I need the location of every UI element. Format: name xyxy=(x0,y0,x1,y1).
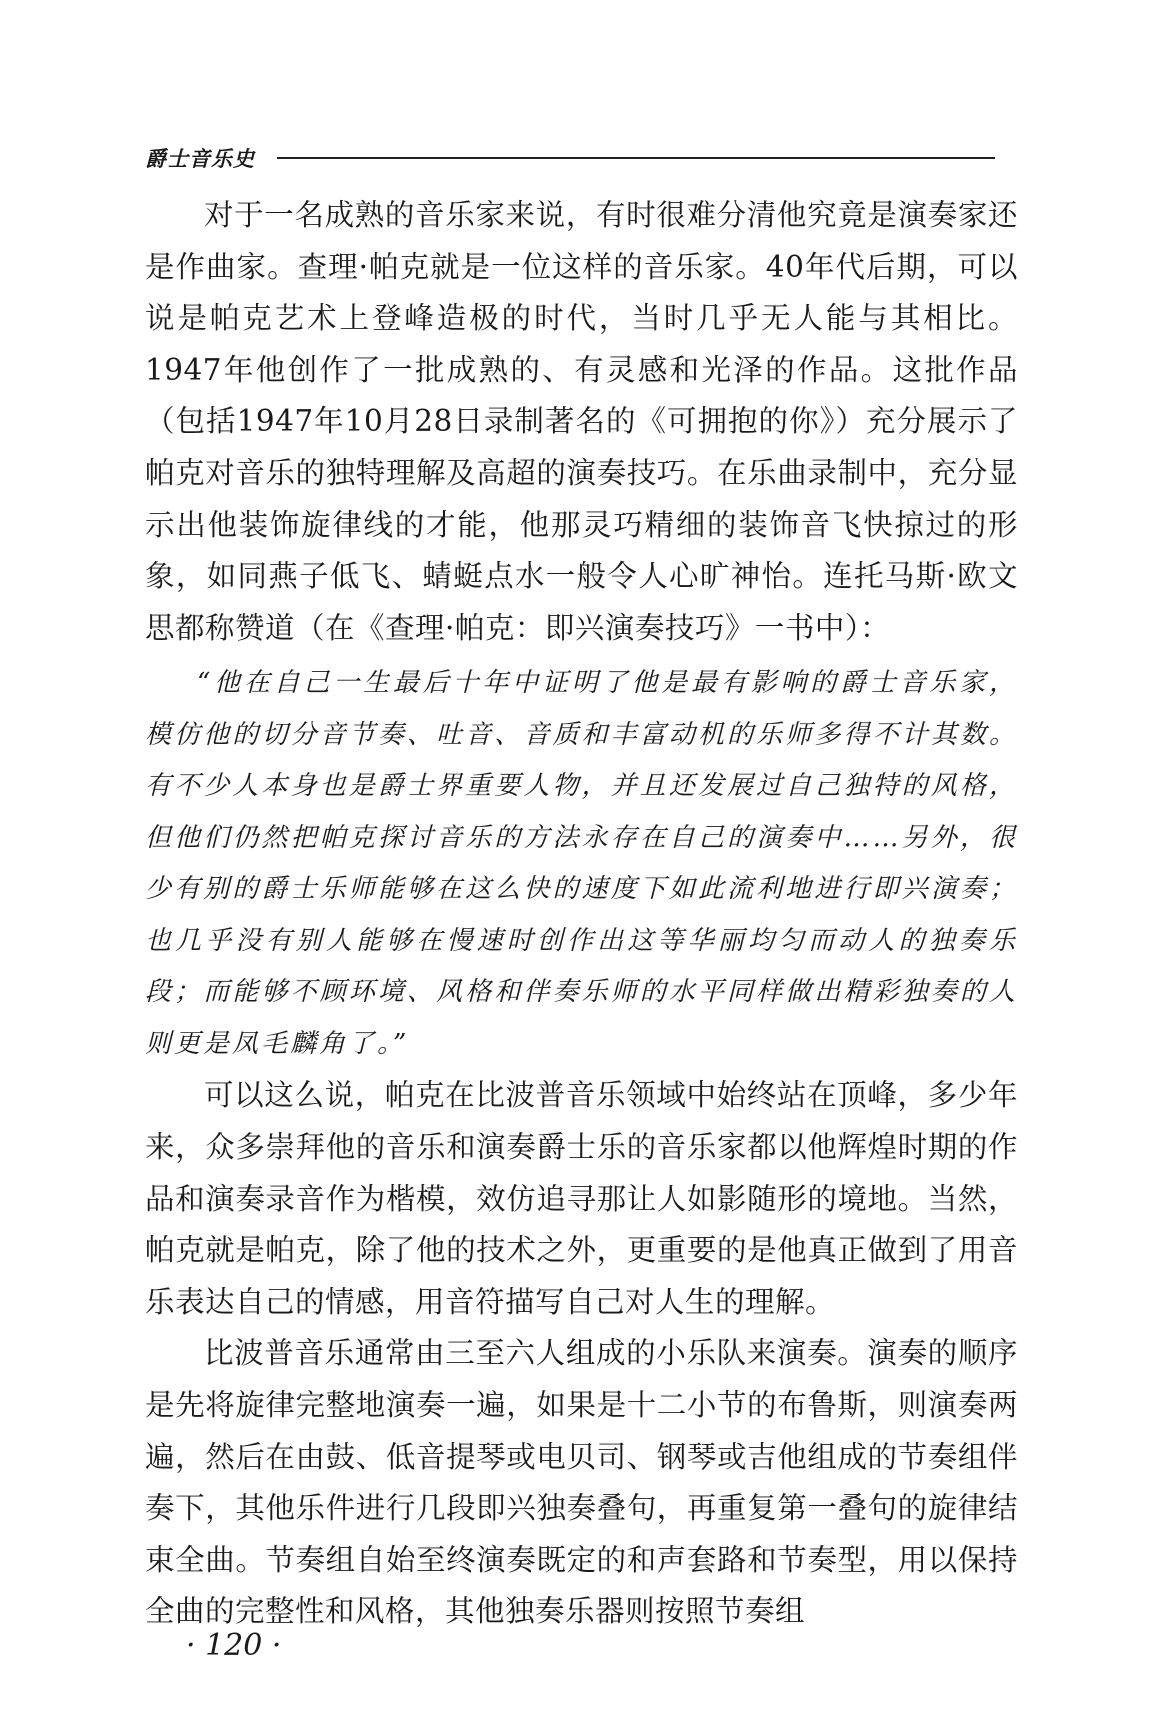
page-body xyxy=(145,190,1018,1638)
paragraph-3: 比波普音乐通常由三至六人组成的小乐队来演奏。演奏的顺序是先将旋律完整地演奏一遍，如果是十二小节的布鲁斯，则演奏两遍，然后在由鼓、低音提琴或电贝司、钢琴或吉他组成的节奏组伴奏下，其他乐件进行几段即兴独奏叠句，再重复第一叠句的旋律结束全曲。节奏组自始至终演奏既定的和声套路和节奏型，用以保持全曲的完整性和风格，其他独奏乐器则按照节奏组 xyxy=(145,1336,1018,1629)
page-number: · 120 · xyxy=(186,1628,282,1663)
running-header xyxy=(145,138,995,178)
block-quote: “他在自己一生最后十年中证明了他是最有影响的爵士音乐家，模仿他的切分音节奏、吐音、音质和丰富动机的乐师多得不计其数。有不少人本身也是爵士界重要人物，并且还发展过自己独特的风格，但他们仍然把帕克探讨音乐的方法永存在自己的演奏中……另外，很少有别的爵士乐师能够在这么快的速度下如此流利地进行即兴演奏；也几乎没有别人能够在慢速时创作出这等华丽均匀而动人的独奏乐段；而能够不顾环境、风格和伴奏乐师的水平同样做出精彩独奏的人则更是凤毛麟角了。” xyxy=(145,668,1018,1059)
paragraph-1: 对于一名成熟的音乐家来说，有时很难分清他究竟是演奏家还是作曲家。查理·帕克就是一位这样的音乐家。40年代后期，可以说是帕克艺术上登峰造极的时代，当时几乎无人能与其相比。1947年他创作了一批成熟的、有灵感和光泽的作品。这批作品（包括1947年10月28日录制著名的《可拥抱的你》）充分展示了帕克对音乐的独特理解及高超的演奏技巧。在乐曲录制中，充分显示出他装饰旋律线的才能，他那灵巧精细的装饰音飞快掠过的形象，如同燕子低飞、蜻蜓点水一般令人心旷神怡。连托马斯·欧文思都称赞道（在《查理·帕克：即兴演奏技巧》一书中）： xyxy=(145,198,1018,645)
paragraph-2: 可以这么说，帕克在比波普音乐领域中始终站在顶峰，多少年来，众多崇拜他的音乐和演奏爵士乐的音乐家都以他辉煌时期的作品和演奏录音作为楷模，效仿追寻那让人如影随形的境地。当然，帕克就是帕克，除了他的技术之外，更重要的是他真正做到了用音乐表达自己的情感，用音符描写自己对人生的理解。 xyxy=(145,1078,1018,1319)
header-rule xyxy=(277,157,995,159)
running-title: 爵士音乐史 xyxy=(145,146,255,171)
